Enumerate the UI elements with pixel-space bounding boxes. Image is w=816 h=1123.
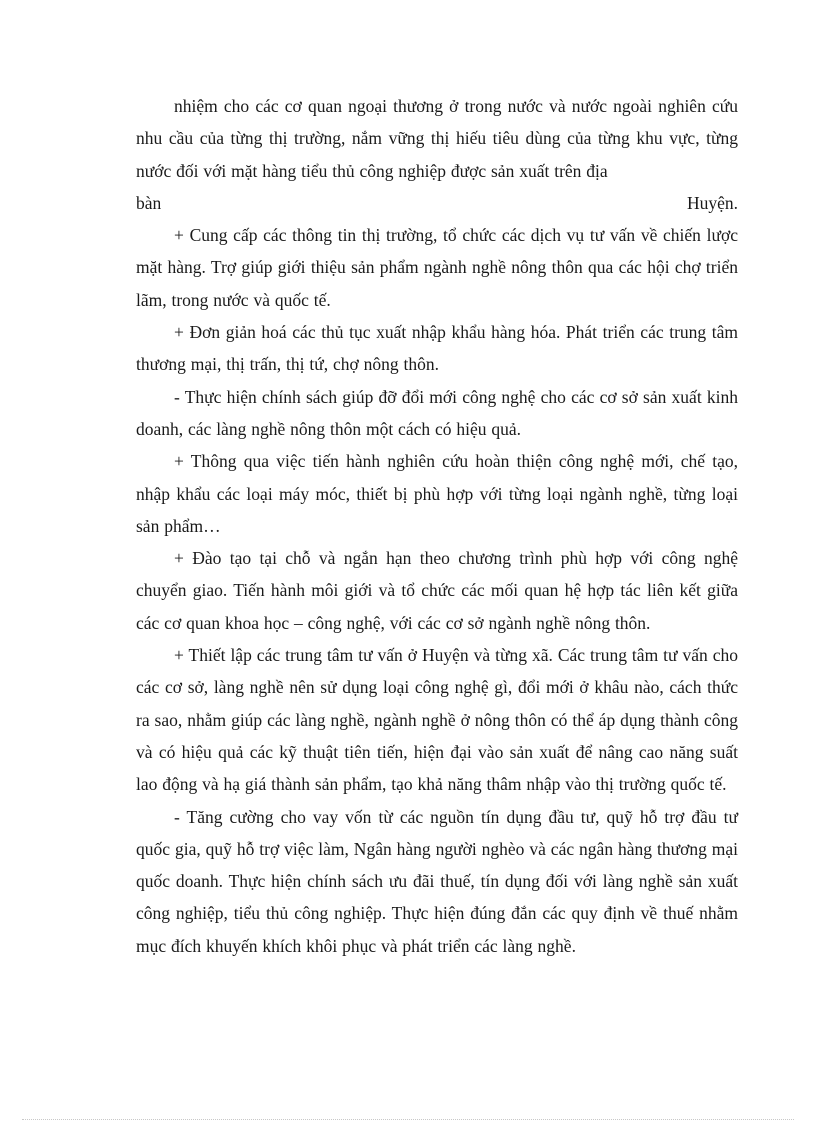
paragraph-market-research: nhiệm cho các cơ quan ngoại thương ở trong nước và nước ngoài nghiên cứu nhu cầu của từng thị trường, nắm vững thị hiếu tiêu dùng của từng khu vực, từng nước đối với mặt hàng tiểu thủ công nghiệp được sản xuất trên địa bbox=[136, 96, 738, 181]
paragraph-market-research-last-line bbox=[136, 187, 738, 219]
last-line-word-left: bàn bbox=[136, 192, 162, 213]
paragraph-training: + Đào tạo tại chỗ và ngắn hạn theo chương trình phù hợp với công nghệ chuyển giao. Tiến hành môi giới và tổ chức các mối quan hệ hợp tác liên kết giữa các cơ quan khoa học – công nghệ, với các cơ sở ngành nghề nông thôn. bbox=[136, 548, 738, 633]
last-line-word-right: Huyện. bbox=[686, 192, 738, 213]
paragraph-research-technology: + Thông qua việc tiến hành nghiên cứu hoàn thiện công nghệ mới, chế tạo, nhập khẩu các loại máy móc, thiết bị phù hợp với từng loại ngành nghề, từng loại sản phẩm… bbox=[136, 451, 738, 536]
paragraph-market-information: + Cung cấp các thông tin thị trường, tổ chức các dịch vụ tư vấn về chiến lược mặt hàng. Trợ giúp giới thiệu sản phẩm ngành nghề nông thôn qua các hội chợ triển lãm, trong nước và quốc tế. bbox=[136, 225, 738, 310]
document-page bbox=[136, 90, 738, 962]
paragraph-credit-policy: - Tăng cường cho vay vốn từ các nguồn tín dụng đầu tư, quỹ hỗ trợ đầu tư quốc gia, quỹ hỗ trợ việc làm, Ngân hàng người nghèo và các ngân hàng thương mại quốc doanh. Thực hiện chính sách ưu đãi thuế, tín dụng đối với làng nghề sản xuất công nghiệp, tiểu thủ công nghiệp. Thực hiện đúng đắn các quy định về thuế nhằm mục đích khuyến khích khôi phục và phát triển các làng nghề. bbox=[136, 806, 738, 956]
paragraph-technology-policy: - Thực hiện chính sách giúp đỡ đổi mới công nghệ cho các cơ sở sản xuất kinh doanh, các làng nghề nông thôn một cách có hiệu quả. bbox=[136, 386, 738, 439]
paragraph-simplify-procedures: + Đơn giản hoá các thủ tục xuất nhập khẩu hàng hóa. Phát triển các trung tâm thương mại, thị trấn, thị tứ, chợ nông thôn. bbox=[136, 322, 738, 375]
page-bottom-divider bbox=[22, 1119, 794, 1120]
paragraph-consulting-centers: + Thiết lập các trung tâm tư vấn ở Huyện và từng xã. Các trung tâm tư vấn cho các cơ sở, làng nghề nên sử dụng loại công nghệ gì, đổi mới ở khâu nào, cách thức ra sao, nhằm giúp các làng nghề, ngành nghề ở nông thôn có thể áp dụng thành công và có hiệu quả các kỹ thuật tiên tiến, hiện đại vào sản xuất để nâng cao năng suất lao động và hạ giá thành sản phẩm, tạo khả năng thâm nhập vào thị trường quốc tế. bbox=[136, 645, 738, 795]
